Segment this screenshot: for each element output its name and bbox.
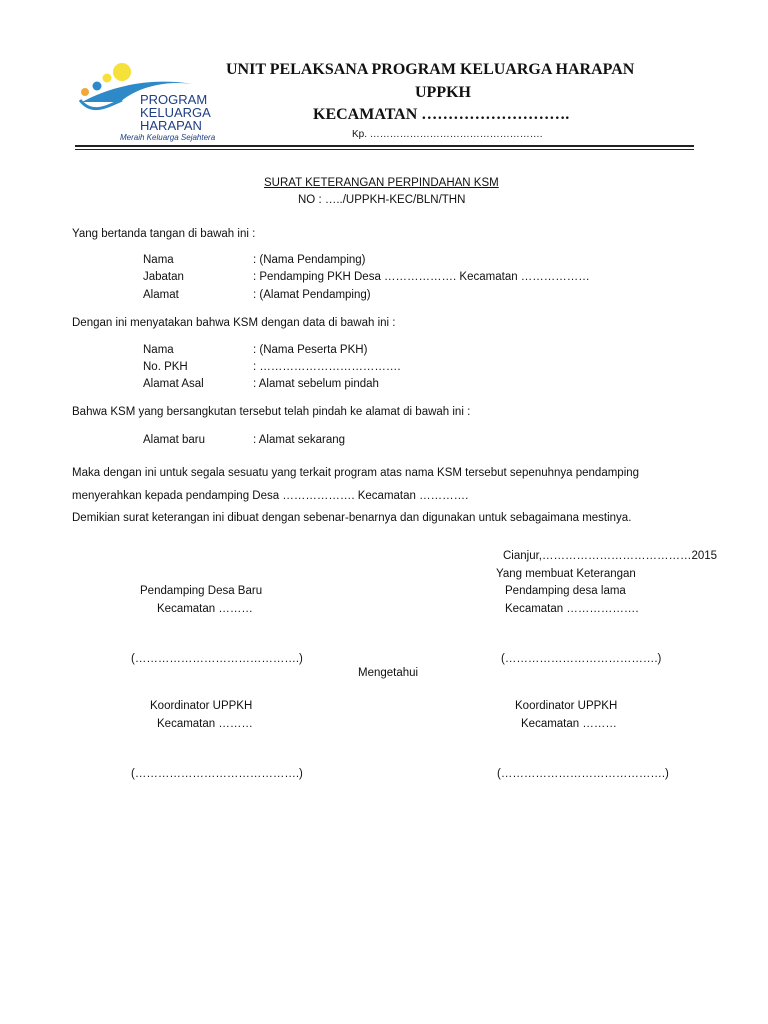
- header-uppkh: UPPKH: [415, 84, 471, 101]
- ksm-name-value: : (Nama Peserta PKH): [253, 344, 368, 356]
- ksm-pkh-label: No. PKH: [143, 361, 188, 373]
- signer-position-value: : Pendamping PKH Desa ………………. Kecamatan ………………: [253, 271, 590, 283]
- intro-text: Yang bertanda tangan di bawah ini :: [72, 228, 256, 240]
- right-sign-kecamatan: Kecamatan ……………….: [505, 603, 639, 615]
- header-kp: Kp. …………………………………………….: [352, 129, 543, 140]
- header-rule-thin: [75, 149, 694, 150]
- logo-dot-blue: [93, 82, 102, 91]
- coord-right-title: Koordinator UPPKH: [515, 700, 618, 712]
- ksm-pkh-value: : ……………………………….: [253, 361, 401, 373]
- signer-name-value: : (Nama Pendamping): [253, 254, 366, 266]
- left-sign-blank: (…………………………………….): [131, 653, 303, 665]
- new-address-label: Alamat baru: [143, 434, 206, 446]
- left-sign-title: Pendamping Desa Baru: [140, 585, 263, 597]
- logo-tagline: Meraih Keluarga Sejahtera: [120, 133, 216, 142]
- place-date: Cianjur,…………………………………2015: [503, 550, 718, 562]
- logo-text-harapan: HARAPAN: [140, 118, 202, 133]
- right-sign-title: Pendamping desa lama: [505, 585, 626, 597]
- logo-dot-large: [113, 63, 131, 81]
- coord-left-kecamatan: Kecamatan ………: [157, 718, 253, 730]
- made-by-label: Yang membuat Keterangan: [496, 568, 636, 580]
- logo-dot-small: [103, 74, 112, 83]
- logo-dot-orange: [81, 88, 89, 96]
- coord-right-kecamatan: Kecamatan ………: [521, 718, 617, 730]
- header-rule-thick: [75, 145, 694, 147]
- ksm-origin-value: : Alamat sebelum pindah: [253, 378, 379, 390]
- acknowledge-label: Mengetahui: [358, 667, 419, 679]
- ksm-name-label: Nama: [143, 344, 174, 356]
- logo-text-keluarga: KELUARGA: [140, 105, 211, 120]
- handover-line-2: menyerahkan kepada pendamping Desa ………………. Kecamatan ………….: [72, 490, 469, 502]
- left-sign-kecamatan: Kecamatan ………: [157, 603, 253, 615]
- right-sign-blank: (………………………………….): [501, 653, 662, 665]
- header-unit-name: UNIT PELAKSANA PROGRAM KELUARGA HARAPAN: [226, 61, 635, 78]
- coord-right-blank: (…………………………………….): [497, 768, 669, 780]
- ksm-origin-label: Alamat Asal: [143, 378, 204, 390]
- statement-text: Dengan ini menyatakan bahwa KSM dengan data di bawah ini :: [72, 317, 396, 329]
- moved-text: Bahwa KSM yang bersangkutan tersebut telah pindah ke alamat di bawah ini :: [72, 406, 471, 418]
- closing-paragraph: Demikian surat keterangan ini dibuat dengan sebenar-benarnya dan digunakan untuk sebagaimana mestinya.: [72, 512, 632, 524]
- logo: [74, 58, 224, 148]
- coord-left-title: Koordinator UPPKH: [150, 700, 253, 712]
- signer-address-value: : (Alamat Pendamping): [253, 289, 371, 301]
- header-kecamatan: KECAMATAN ……………………….: [313, 106, 570, 123]
- signer-position-label: Jabatan: [143, 271, 184, 283]
- handover-line-1: Maka dengan ini untuk segala sesuatu yang terkait program atas nama KSM tersebut sepenuhnya pendamping: [72, 467, 640, 479]
- new-address-value: : Alamat sekarang: [253, 434, 346, 446]
- signer-name-label: Nama: [143, 254, 174, 266]
- letter-title: SURAT KETERANGAN PERPINDAHAN KSM: [264, 177, 499, 189]
- logo-text-program: PROGRAM: [140, 92, 208, 107]
- signer-address-label: Alamat: [143, 289, 179, 301]
- letter-number: NO : …../UPPKH-KEC/BLN/THN: [298, 194, 466, 206]
- coord-left-blank: (…………………………………….): [131, 768, 303, 780]
